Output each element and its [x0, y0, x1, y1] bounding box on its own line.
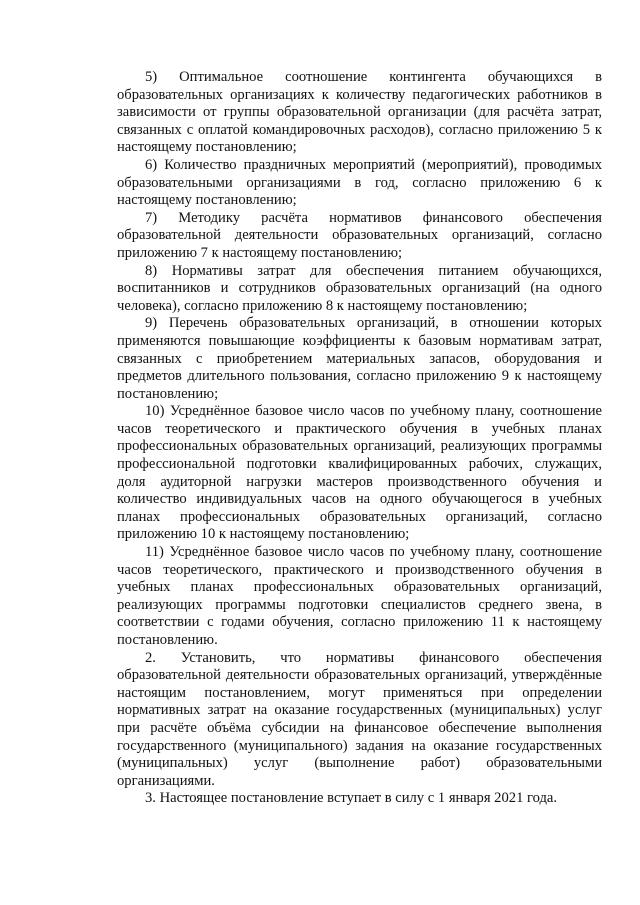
paragraph-item-11: 11) Усреднённое базовое число часов по учебному плану, соотношение часов теоретического, практического и производственного обучения в учебных планах профессиональных образовательных организаций, реализующих программы подготовки специалистов среднего звена, в соответствии с годами обучения, согласно приложению 11 к настоящему постановлению.	[117, 544, 602, 648]
paragraph-section-2: 2. Установить, что нормативы финансового обеспечения образовательной деятельности образовательных организаций, утверждённые настоящим постановлением, могут применяться при определении нормативных затрат на оказание государственных (муниципальных) услуг при расчёте объёма субсидии на финансовое обеспечение выполнения государственного (муниципального) задания на оказание государственных (муниципальных) услуг (выполнение работ) образовательными организациями.	[117, 649, 602, 789]
paragraph-item-8: 8) Нормативы затрат для обеспечения питанием обучающихся, воспитанников и сотрудников образовательных организаций (на одного человека), согласно приложению 8 к настоящему постановлению;	[117, 262, 602, 314]
paragraph-item-9: 9) Перечень образовательных организаций, в отношении которых применяются повышающие коэффициенты к базовым нормативам затрат, связанных с приобретением материальных запасов, оборудования и предметов длительного пользования, согласно приложению 9 к настоящему постановлению;	[117, 315, 602, 402]
document-page	[117, 69, 602, 808]
paragraph-item-10: 10) Усреднённое базовое число часов по учебному плану, соотношение часов теоретического и практического обучения в учебных планах профессиональных образовательных организаций, реализующих программы профессиональной подготовки квалифицированных рабочих, служащих, доля аудиторной нагрузки мастеров производственного обучения и количество индивидуальных часов на одного обучающегося в учебных планах профессиональных образовательных организаций, согласно приложению 10 к настоящему постановлению;	[117, 403, 602, 543]
paragraph-section-3: 3. Настоящее постановление вступает в силу с 1 января 2021 года.	[145, 790, 558, 807]
paragraph-item-6: 6) Количество праздничных мероприятий (мероприятий), проводимых образовательными организациями в год, согласно приложению 6 к настоящему постановлению;	[117, 156, 602, 209]
paragraph-item-7: 7) Методику расчёта нормативов финансового обеспечения образовательной деятельности образовательных организаций, согласно приложению 7 к настоящему постановлению;	[117, 209, 602, 261]
paragraph-item-5: 5) Оптимальное соотношение контингента обучающихся в образовательных организациях к количеству педагогических работников в зависимости от группы образовательной организации (для расчёта затрат, связанных с оплатой командировочных расходов), согласно приложению 5 к настоящему постановлению;	[117, 69, 602, 156]
